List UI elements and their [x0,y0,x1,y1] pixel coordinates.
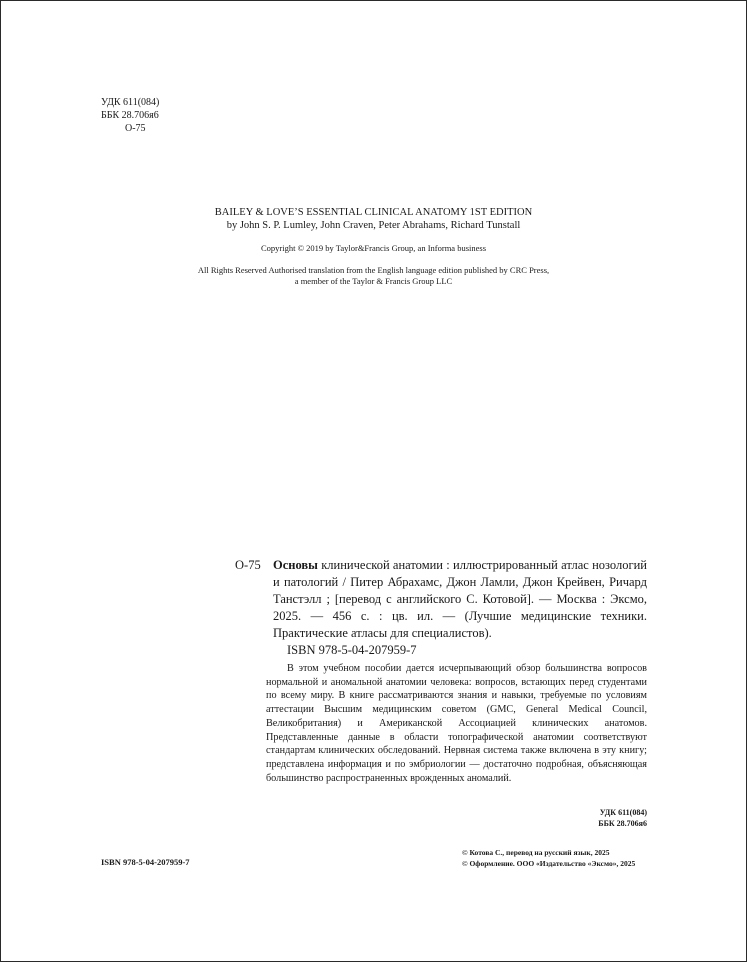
bbk-code: ББК 28.706я6 [101,110,159,121]
bbk-code-bottom: ББК 28.706я6 [598,819,647,828]
original-edition-block [151,206,596,232]
original-title: BAILEY & LOVE’S ESSENTIAL CLINICAL ANATOMY 1ST EDITION [214,207,533,218]
original-authors: by John S. P. Lumley, John Craven, Peter Abrahams, Richard Tunstall [226,220,521,231]
rights-line-1: All Rights Reserved Authorised translation from the English language edition published by CRC Press, [197,265,550,275]
footer-copyrights [462,847,635,869]
abstract-text: В этом учебном пособии дается исчерпывающий обзор большинства вопросов нормальной и аномальной анатомии человека: вопросов, встающих перед студентами по всему миру. В книге рассматриваются знания и навыки, требуемые по условиям аттестации Высшим медицинским советом (GMC, General Medical Council, Великобритания) и Американской Ассоциацией клинических анатомов. Представленные данные в области топографической анатомии соответствуют стандартам клинических обследований. Нервная система также включена в эту книгу; представлена информация и по эмбриологии — достаточно подробная, объясняющая большинство распространенных врожденных аномалий. [266,663,647,784]
copyright-translation: © Котова С., перевод на русский язык, 2025 [462,848,610,857]
udk-code-bottom: УДК 611(084) [599,808,647,817]
copyright-design: © Оформление. ООО «Издательство «Эксмо», 2025 [462,859,636,868]
author-mark: О-75 [125,123,146,134]
original-copyright: Copyright © 2019 by Taylor&Francis Group, an Informa business [260,243,487,253]
catalog-code: О-75 [235,558,261,572]
footer-isbn: ISBN 978-5-04-207959-7 [101,857,190,867]
book-title-bold: Основы [273,558,318,572]
rights-line-2: a member of the Taylor & Francis Group LLC [294,276,453,286]
bibliographic-text: клинической анатомии : иллюстрированный атлас нозологий и патологий / Питер Абрахамс, Джон Ламли, Джон Крейвен, Ричард Танстэлл ; [перевод с английского С. Котовой]. — Москва : Эксмо, 2025. — 456 с. : цв. ил. — (Лучшие медицинские техники. Практические атласы для специалистов). [273,558,647,640]
udk-code: УДК 611(084) [101,97,160,108]
classification-codes-top [101,96,159,135]
classification-codes-bottom [547,807,647,829]
bibliographic-description [273,557,647,642]
catalog-isbn: ISBN 978-5-04-207959-7 [287,643,417,657]
rights-notice [151,265,596,287]
